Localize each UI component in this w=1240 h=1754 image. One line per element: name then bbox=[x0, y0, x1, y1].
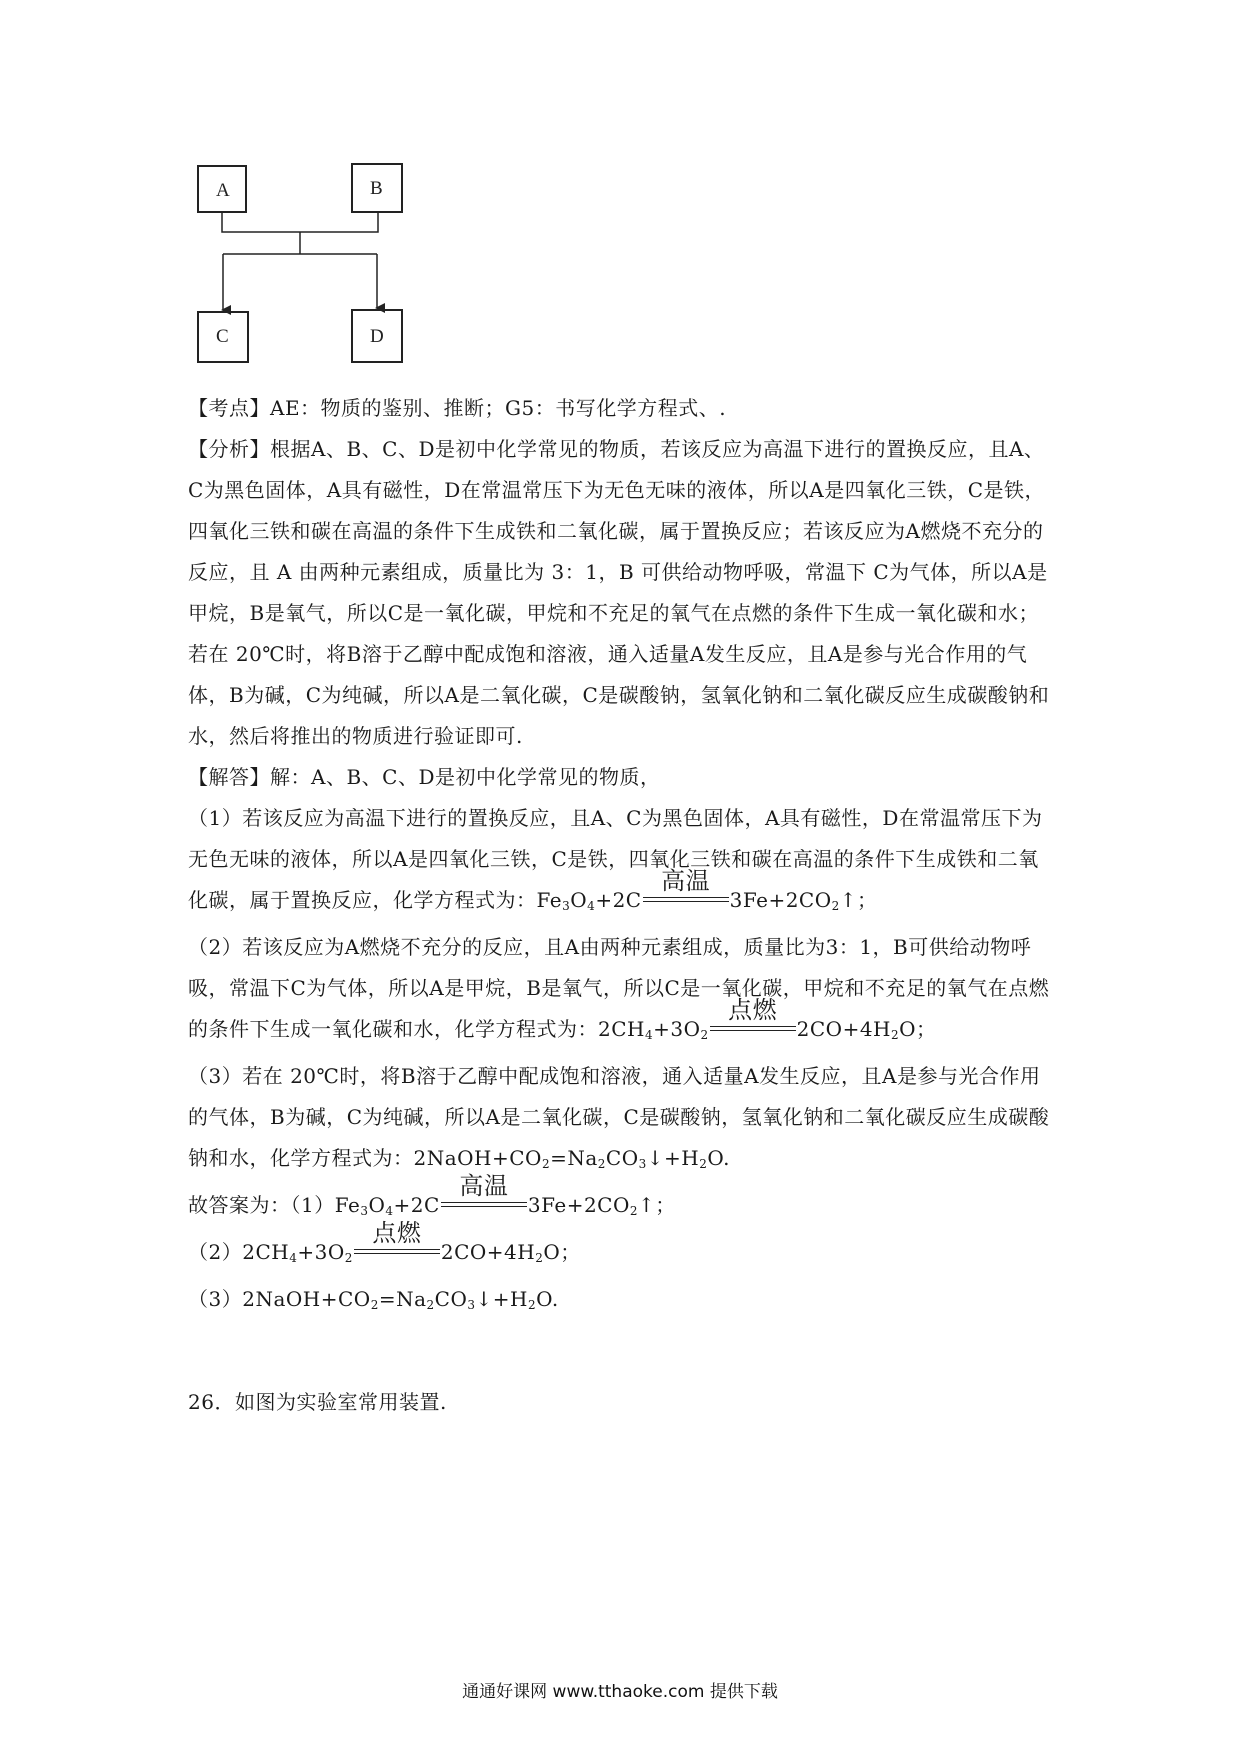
connector-top bbox=[222, 212, 378, 232]
equation-1: $Fe_3O_4+2C$ 高温 $3Fe+2CO_2↑$； bbox=[536, 867, 878, 913]
page-footer: 通通好课网 www.tthaoke.com 提供下载 bbox=[462, 1682, 778, 1702]
answer-1: 故答案为：$(1)Fe_3O_4+2C$ 高温 $3Fe+2CO_2↑$； bbox=[188, 1172, 676, 1218]
reaction-condition-arrow: 点燃 bbox=[354, 1239, 440, 1259]
reaction-diagram-svg bbox=[196, 160, 410, 370]
answer-2: $(2)2CH_4+3O_2$ 点燃 $2CO+4H_2O$； bbox=[188, 1219, 581, 1265]
question-26: 26．如图为实验室常用装置. bbox=[188, 1390, 447, 1414]
box-c-label: C bbox=[216, 326, 229, 347]
solution-content bbox=[188, 388, 1058, 1423]
reaction-condition-arrow bbox=[643, 867, 729, 907]
condition-ignite: 点燃 bbox=[728, 996, 778, 1024]
kaodian: 【考点】AE：物质的鉴别、推断；G5：书写化学方程式、. bbox=[188, 396, 727, 420]
part-1-text: （1）若该反应为高温下进行的置换反应，且A、C为黑色固体，A具有磁性，D在常温常压下为无色无味的液体，所以A是四氧化三铁，C是铁，四氧化三铁和碳在高温的条件下生成铁和二氧化碳，属于置换反应，化学方程式为： bbox=[188, 806, 1043, 912]
box-b-label: B bbox=[370, 178, 383, 199]
part-1 bbox=[188, 798, 1058, 927]
box-a-label: A bbox=[216, 180, 230, 201]
part-3-text: （3）若在 20℃时，将B溶于乙醇中配成饱和溶液，通入适量A发生反应，且A是参与光合作用的气体，B为碱，C为纯碱，所以A是二氧化碳，C是碳酸钠，氢氧化钠和二氧化碳反应生成碳酸钠和水，化学方程式为： bbox=[188, 1064, 1050, 1170]
reaction-diagram bbox=[196, 160, 410, 370]
jieda: 【解答】解：A、B、C、D是初中化学常见的物质， bbox=[188, 765, 661, 789]
equation-3: $2NaOH+CO_2=Na_2CO_3↓+H_2O$. bbox=[413, 1146, 730, 1171]
part-2-text: （2）若该反应为A燃烧不充分的反应，且A由两种元素组成，质量比为3：1，B可供给动物呼吸，常温下C为气体，所以A是甲烷，B是氧气，所以C是一氧化碳，甲烷和不充足的氧气在点燃的条件下生成一氧化碳和水，化学方程式为： bbox=[188, 935, 1050, 1041]
condition-high-temp: 高温 bbox=[661, 867, 711, 895]
part-3 bbox=[188, 1056, 1058, 1185]
fenxi: 【分析】根据A、B、C、D是初中化学常见的物质，若该反应为高温下进行的置换反应，且A、C为黑色固体，A具有磁性，D在常温常压下为无色无味的液体，所以A是四氧化三铁，C是铁，四氧化三铁和碳在高温的条件下生成铁和二氧化碳，属于置换反应；若该反应为A燃烧不充分的反应，且 A 由两种元素组成，质量比为 3：1，B 可供给动物呼吸，常温下 C为气体，所以A是甲烷，B是氧气，所以C是一氧化碳，甲烷和不充足的氧气在点燃的条件下生成一氧化碳和水；若在 20℃时，将B溶于乙醇中配成饱和溶液，通入适量A发生反应，且A是参与光合作用的气体，B为碱，C为纯碱，所以A是二氧化碳，C是碳酸钠，氢氧化钠和二氧化碳反应生成碳酸钠和水，然后将推出的物质进行验证即可. bbox=[188, 437, 1050, 748]
box-d-label: D bbox=[370, 326, 384, 347]
reaction-condition-arrow bbox=[710, 996, 796, 1036]
answer-3: $(3)2NaOH+CO_2=Na_2CO_3↓+H_2O$. bbox=[188, 1287, 559, 1312]
equation-2: $2CH_4+3O_2$ 点燃 $2CO+4H_2O$； bbox=[598, 996, 937, 1042]
reaction-condition-arrow: 高温 bbox=[441, 1192, 527, 1212]
part-2 bbox=[188, 927, 1058, 1056]
